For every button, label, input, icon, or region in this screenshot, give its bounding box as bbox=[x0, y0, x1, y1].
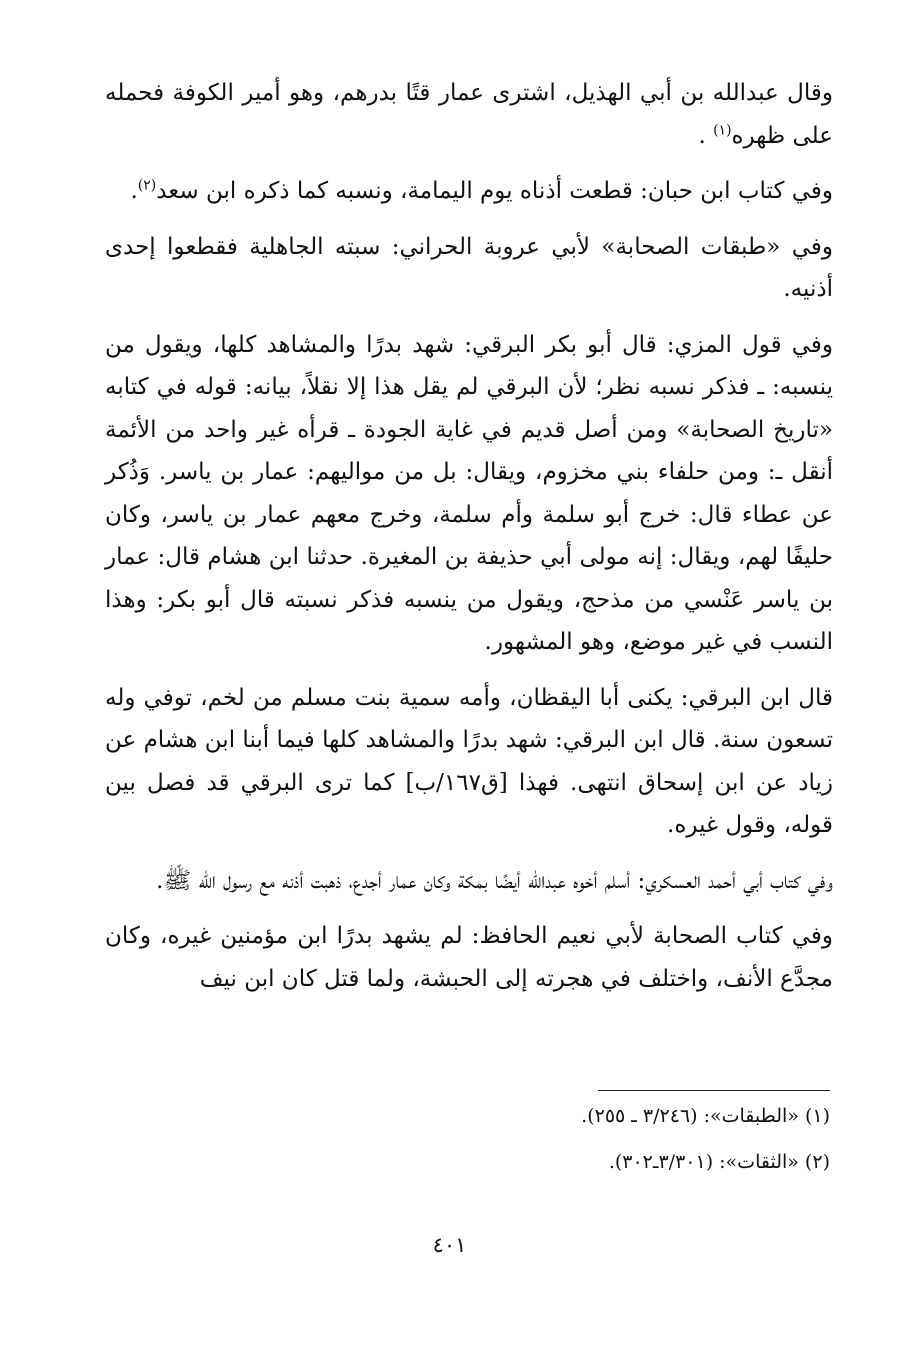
footnote-1: (١) «الطبقات»: (٣/٢٤٦ ـ ٢٥٥). bbox=[581, 1105, 830, 1127]
paragraph-3: وفي «طبقات الصحابة» لأبي عروبة الحراني: سبته الجاهلية فقطعوا إحدى أذنيه. bbox=[105, 233, 833, 302]
paragraph-5: قال ابن البرقي: يكنى أبا اليقظان، وأمه سمية بنت مسلم من لخم، توفي وله تسعون سنة. قال ابن البرقي: شهد بدرًا والمشاهد كلها فيما أبنا ابن هشام عن زياد عن ابن إسحاق انتهى. فهذا [ق١٦٧/ب] كما ترى البرقي قد فصل بين قوله، وقول غيره. bbox=[105, 684, 833, 838]
paragraph-7: وفي كتاب الصحابة لأبي نعيم الحافظ: لم يشهد بدرًا ابن مؤمنين غيره، وكان مجدَّع الأنف، واختلف في هجرته إلى الحبشة، ولما قتل كان ابن نيف bbox=[105, 923, 833, 992]
footnotes bbox=[480, 1102, 830, 1194]
paragraph-1-text: وقال عبدالله بن أبي الهذيل، اشترى عمار قتًا بدرهم، وهو أمير الكوفة فحمله على ظهره bbox=[105, 80, 833, 149]
paragraph-1 bbox=[105, 72, 833, 157]
paragraph-2 bbox=[105, 170, 833, 213]
page-number: ٤٠١ bbox=[432, 1233, 467, 1257]
paragraph-6: وفي كتاب أبي أحمد العسكري: أسلم أخوه عبدالله أيضًا بمكة وكان عمار أجدع، ذهبت أذنه مع رسول الله ﷺ. bbox=[156, 867, 833, 894]
page-body bbox=[105, 72, 833, 1000]
footnote-ref-1[interactable]: (١) bbox=[713, 121, 732, 138]
paragraph-2-text: وفي كتاب ابن حبان: قطعت أذناه يوم اليمامة، ونسبه كما ذكره ابن سعد bbox=[156, 178, 833, 204]
footnote-ref-2[interactable]: (٢) bbox=[137, 177, 157, 194]
footnote-2: (٢) «الثقات»: (٣/٣٠١ـ٣٠٢). bbox=[608, 1151, 830, 1173]
footnote-separator bbox=[598, 1090, 830, 1091]
paragraph-2-tail: . bbox=[130, 178, 138, 204]
paragraph-4: وفي قول المزي: قال أبو بكر البرقي: شهد بدرًا والمشاهد كلها، ويقول من ينسبه: ـ فذكر نسبه نظر؛ لأن البرقي لم يقل هذا إلا نقلاً، بيانه: قوله في كتابه «تاريخ الصحابة» ومن أصل قديم في غاية الجودة ـ قرأه غير واحد من الأئمة أنقل ـ: ومن حلفاء بني مخزوم، ويقال: بل من مواليهم: عمار بن ياسر. وَذُكر عن عطاء قال: خرج أبو سلمة وأم سلمة، وخرج معهم عمار بن ياسر، وكان حليفًا لهم، ويقال: إنه مولى أبي حذيفة بن المغيرة. حدثنا ابن هشام قال: عمار بن ياسر عَنْسي من مذحج، ويقول من ينسبه فذكر نسبته قال أبو بكر: وهذا النسب في غير موضع، وهو المشهور. bbox=[105, 331, 834, 655]
paragraph-1-tail: . bbox=[698, 122, 714, 149]
